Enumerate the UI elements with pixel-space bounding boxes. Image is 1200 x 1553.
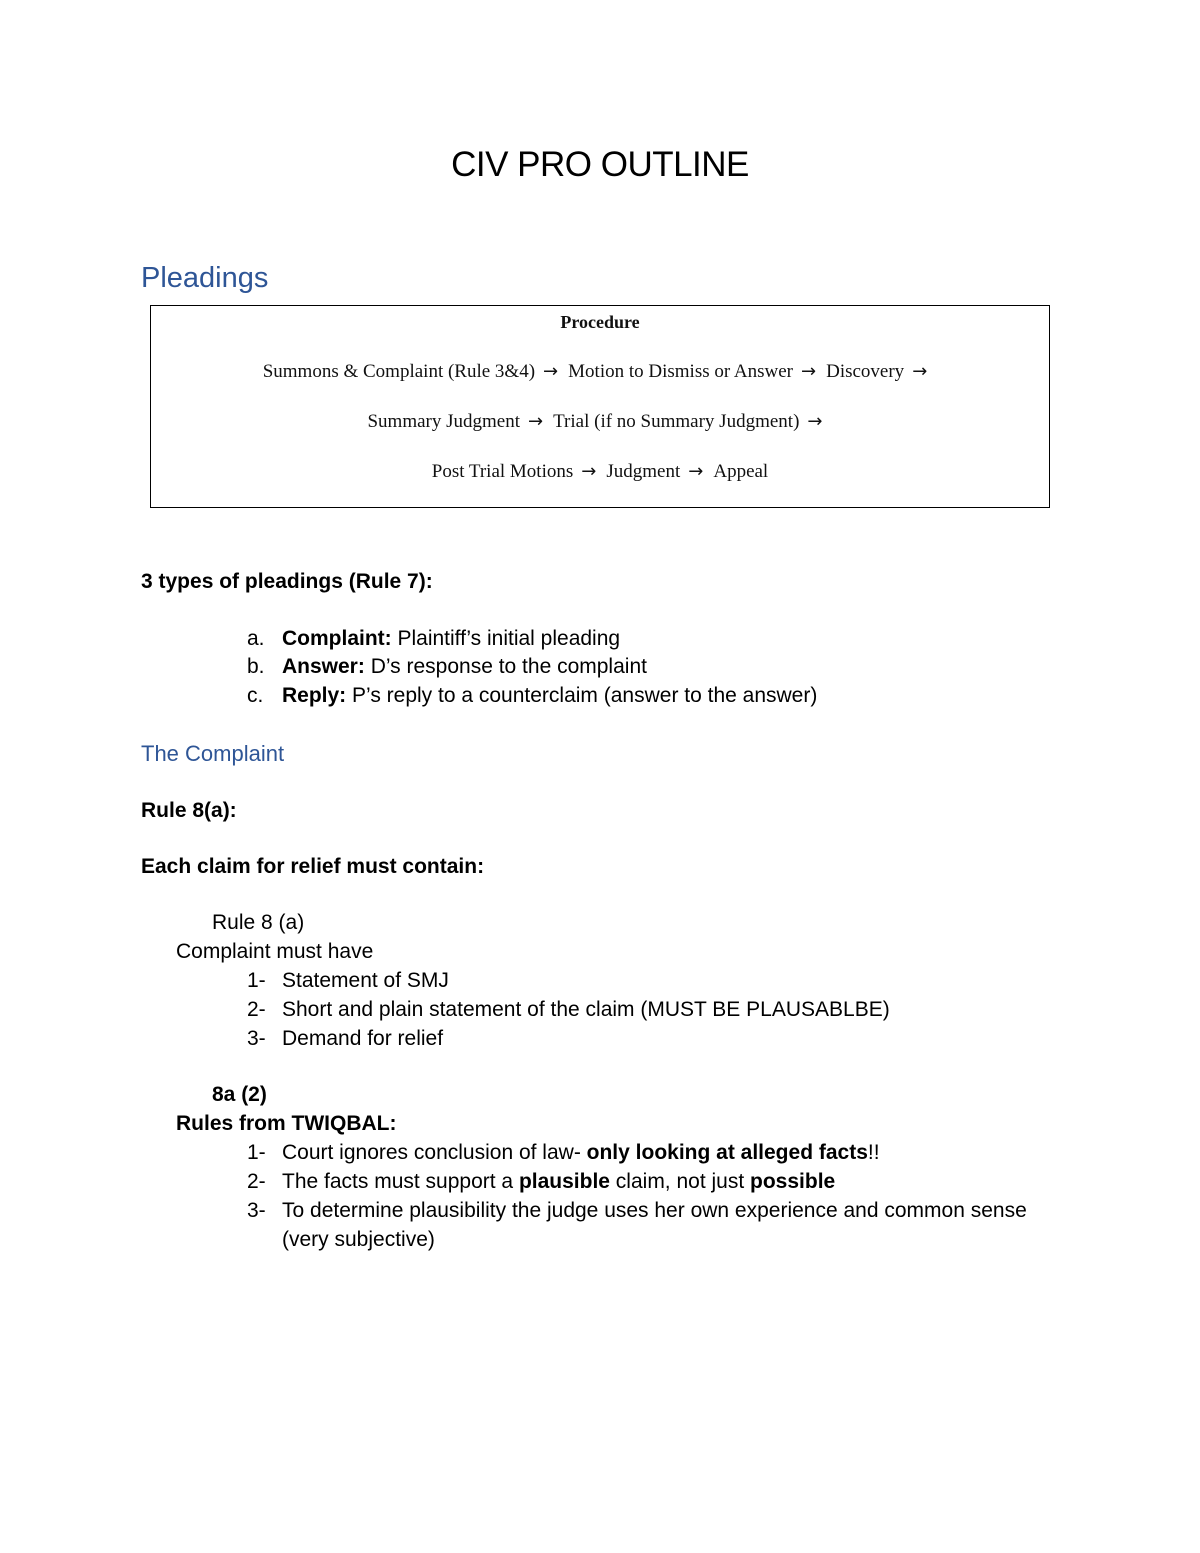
text-run: claim, not just: [609, 1170, 751, 1193]
procedure-step: Trial (if no Summary Judgment): [553, 411, 800, 432]
text-run: Court ignores conclusion of law-: [282, 1141, 587, 1164]
section-heading-complaint: The Complaint: [141, 741, 285, 766]
list-marker: 3-: [247, 1027, 266, 1050]
list-marker: 2-: [247, 1170, 266, 1193]
term: Reply:: [282, 684, 347, 707]
term-desc: P’s reply to a counterclaim (answer to the answer): [346, 684, 818, 707]
rule-heading: Rule 8(a):: [141, 799, 237, 822]
complaint-must-have: Complaint must have: [176, 940, 374, 963]
procedure-line-1: [151, 361, 1049, 383]
list-marker: 2-: [247, 998, 266, 1021]
text-run-bold: only looking at alleged facts: [586, 1141, 868, 1164]
rule8a-label: Rule 8 (a): [212, 911, 305, 934]
procedure-step: Judgment: [606, 461, 681, 482]
section-heading-pleadings: Pleadings: [141, 262, 269, 294]
list-item: Short and plain statement of the claim (MUST BE PLAUSABLBE): [282, 998, 890, 1021]
list-marker: 1-: [247, 969, 266, 992]
list-marker: 1-: [247, 1141, 266, 1164]
list-marker: b.: [247, 655, 265, 678]
list-item-answer: [282, 655, 647, 679]
list-item: [282, 1199, 1027, 1223]
procedure-step: Summons & Complaint (Rule 3&4): [262, 361, 536, 382]
arrow-right-icon: →: [807, 411, 823, 432]
twiqbal-heading: Rules from TWIQBAL:: [176, 1112, 397, 1135]
term: Answer:: [282, 655, 365, 678]
list-item-reply: [282, 684, 817, 708]
list-item: Demand for relief: [282, 1027, 444, 1050]
list-item: [282, 1170, 835, 1194]
text-run-bold: possible: [750, 1170, 836, 1193]
procedure-line-3: [151, 461, 1049, 483]
list-marker: c.: [247, 684, 264, 707]
text-run: To determine plausibility the judge uses her own experience and common sense: [282, 1199, 1027, 1222]
list-item-complaint: [282, 627, 620, 651]
term-desc: D’s response to the complaint: [364, 655, 647, 678]
claim-heading: Each claim for relief must contain:: [141, 855, 485, 878]
procedure-step: Appeal: [713, 461, 769, 482]
arrow-right-icon: →: [912, 361, 928, 382]
list-item-continuation: (very subjective): [282, 1228, 435, 1251]
list-item: Statement of SMJ: [282, 969, 449, 992]
procedure-step: Post Trial Motions: [431, 461, 574, 482]
text-run-bold: plausible: [518, 1170, 610, 1193]
rule8a2-label: 8a (2): [212, 1083, 267, 1106]
arrow-right-icon: →: [543, 361, 559, 382]
procedure-step: Discovery: [826, 361, 905, 382]
list-item: [282, 1141, 880, 1165]
types-heading: 3 types of pleadings (Rule 7):: [141, 570, 433, 593]
list-marker: a.: [247, 627, 265, 650]
arrow-right-icon: →: [581, 461, 597, 482]
document-title: CIV PRO OUTLINE: [451, 145, 749, 184]
term-desc: Plaintiff’s initial pleading: [391, 627, 621, 650]
procedure-step: Summary Judgment: [367, 411, 521, 432]
text-run: !!: [867, 1141, 880, 1164]
procedure-box: [150, 305, 1050, 508]
arrow-right-icon: →: [688, 461, 704, 482]
procedure-line-2: [151, 411, 1049, 433]
list-marker: 3-: [247, 1199, 266, 1222]
text-run: The facts must support a: [282, 1170, 519, 1193]
arrow-right-icon: →: [801, 361, 817, 382]
procedure-title: Procedure: [560, 312, 640, 332]
arrow-right-icon: →: [528, 411, 544, 432]
procedure-step: Motion to Dismiss or Answer: [568, 361, 793, 382]
term: Complaint:: [282, 627, 392, 650]
